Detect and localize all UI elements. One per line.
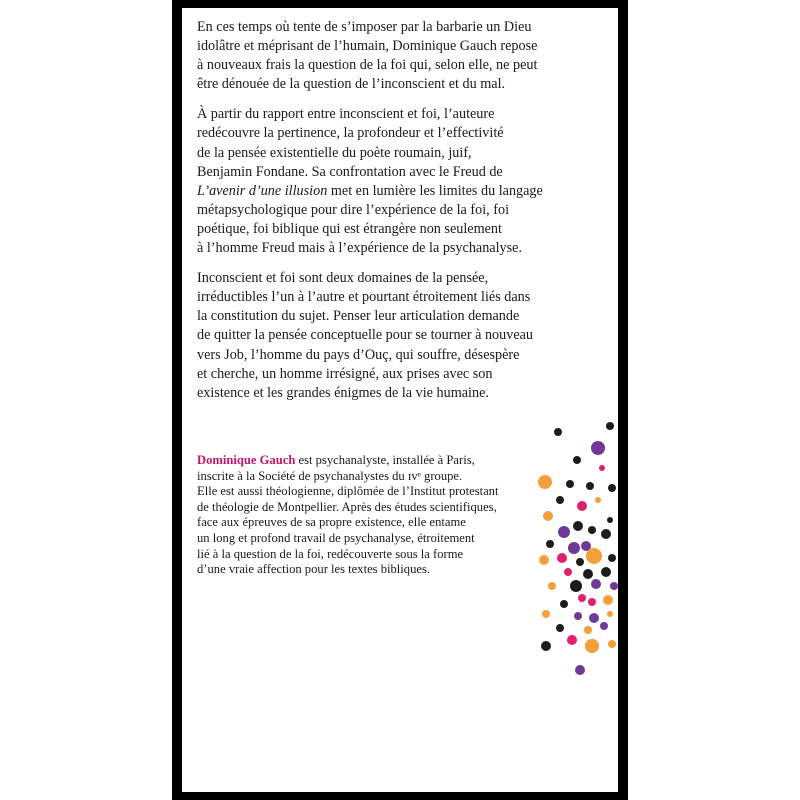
confetti-dot: [601, 567, 611, 577]
confetti-dot: [607, 611, 613, 617]
confetti-dot: [601, 529, 611, 539]
bio-line: de théologie de Montpellier. Après des études scientifiques,: [197, 499, 497, 514]
text-line: Benjamin Fondane. Sa confrontation avec le Freud de: [197, 163, 503, 180]
confetti-dot: [610, 582, 618, 590]
text-line: métapsychologique pour dire l’expérience de la foi, foi: [197, 201, 510, 218]
confetti-dot: [585, 639, 599, 653]
bio-line: inscrite à la Société de psychanalystes du ɪᴠᵉ groupe.: [197, 468, 463, 483]
confetti-dot: [556, 496, 564, 504]
confetti-dot: [608, 554, 616, 562]
bio-line-rest: est psychanalyste, installée à Paris,: [295, 453, 475, 467]
confetti-dot: [574, 612, 582, 620]
confetti-dot: [586, 548, 602, 564]
text-line: Inconscient et foi sont deux domaines de la pensée,: [197, 270, 489, 287]
confetti-dot: [560, 600, 568, 608]
confetti-dot: [557, 553, 567, 563]
confetti-dot: [591, 441, 605, 455]
text-line: idolâtre et méprisant de l’humain, Dominique Gauch repose: [197, 38, 538, 55]
confetti-dot: [584, 626, 592, 634]
text-line: À partir du rapport entre inconscient et foi, l’auteure: [197, 106, 495, 123]
paragraph-1: [197, 18, 542, 94]
book-title: L’avenir d’une illusion: [197, 182, 328, 199]
confetti-dot: [577, 501, 587, 511]
confetti-dot: [548, 582, 556, 590]
confetti-dot: [608, 484, 616, 492]
confetti-dot: [558, 526, 570, 538]
text-line: L’avenir d’une illusion met en lumière les limites du langage: [197, 182, 543, 199]
confetti-dot: [591, 579, 601, 589]
confetti-dot: [556, 624, 564, 632]
text-line: de quitter la pensée conceptuelle pour se tourner à nouveau: [197, 327, 534, 344]
confetti-dot: [599, 465, 605, 471]
bio-line: un long et profond travail de psychanalyse, étroitement: [197, 530, 475, 545]
confetti-dot: [567, 635, 577, 645]
text-line: à nouveaux frais la question de la foi qui, selon elle, ne peut: [197, 57, 538, 74]
text-line: être dénouée de la question de l’inconscient et du mal.: [197, 76, 506, 93]
text-line: de la pensée existentielle du poète roumain, juif,: [197, 144, 472, 161]
confetti-dot: [583, 569, 593, 579]
bio-line: Elle est aussi théologienne, diplômée de l’Institut protestant: [197, 484, 499, 499]
confetti-dot: [542, 610, 550, 618]
text-line: et cherche, un homme irrésigné, aux prises avec son: [197, 365, 493, 382]
author-name: Dominique Gauch: [197, 453, 296, 467]
confetti-dot: [595, 497, 601, 503]
bio-line: d’une vraie affection pour les textes bibliques.: [197, 562, 431, 577]
blurb-text: [197, 18, 542, 414]
bio-line: [197, 453, 577, 469]
confetti-dot: [588, 598, 596, 606]
confetti-dot: [575, 665, 585, 675]
text-line: En ces temps où tente de s’imposer par la barbarie un Dieu: [197, 19, 532, 35]
confetti-dot: [546, 540, 554, 548]
confetti-dot: [573, 456, 581, 464]
confetti-dot: [573, 521, 583, 531]
confetti-dot: [538, 475, 552, 489]
bio-line: face aux épreuves de sa propre existence, elle entame: [197, 515, 466, 530]
back-cover-page: [182, 8, 618, 792]
bio-line: lié à la question de la foi, redécouverte sous la forme: [197, 546, 464, 561]
confetti-dot: [589, 613, 599, 623]
text-line: à l’homme Freud mais à l’expérience de la psychanalyse.: [197, 240, 523, 257]
confetti-dot: [543, 511, 553, 521]
paragraph-3: [197, 269, 542, 403]
confetti-dot: [539, 555, 549, 565]
text-line: poétique, foi biblique qui est étrangère non seulement: [197, 220, 502, 237]
confetti-dot: [570, 580, 582, 592]
confetti-dot: [576, 558, 584, 566]
confetti-dot: [564, 568, 572, 576]
text-line: la constitution du sujet. Penser leur articulation demande: [197, 308, 520, 325]
decorative-dots: [522, 408, 618, 688]
text-line: vers Job, l’homme du pays d’Ouç, qui souffre, désespère: [197, 346, 520, 363]
confetti-dot: [586, 482, 594, 490]
confetti-dot: [588, 526, 596, 534]
paragraph-2: [197, 105, 542, 258]
confetti-dot: [600, 622, 608, 630]
confetti-dot: [541, 641, 551, 651]
confetti-dot: [603, 595, 613, 605]
text-line: irréductibles l’un à l’autre et pourtant étroitement liés dans: [197, 289, 531, 306]
confetti-dot: [554, 428, 562, 436]
confetti-dot: [568, 542, 580, 554]
text-line: redécouvre la pertinence, la profondeur et l’effectivité: [197, 125, 504, 142]
confetti-dot: [566, 480, 574, 488]
confetti-dot: [606, 422, 614, 430]
confetti-dot: [578, 594, 586, 602]
confetti-dot: [607, 517, 613, 523]
author-bio: [197, 453, 577, 578]
confetti-dot: [608, 640, 616, 648]
text-line: existence et les grandes énigmes de la vie humaine.: [197, 384, 489, 401]
